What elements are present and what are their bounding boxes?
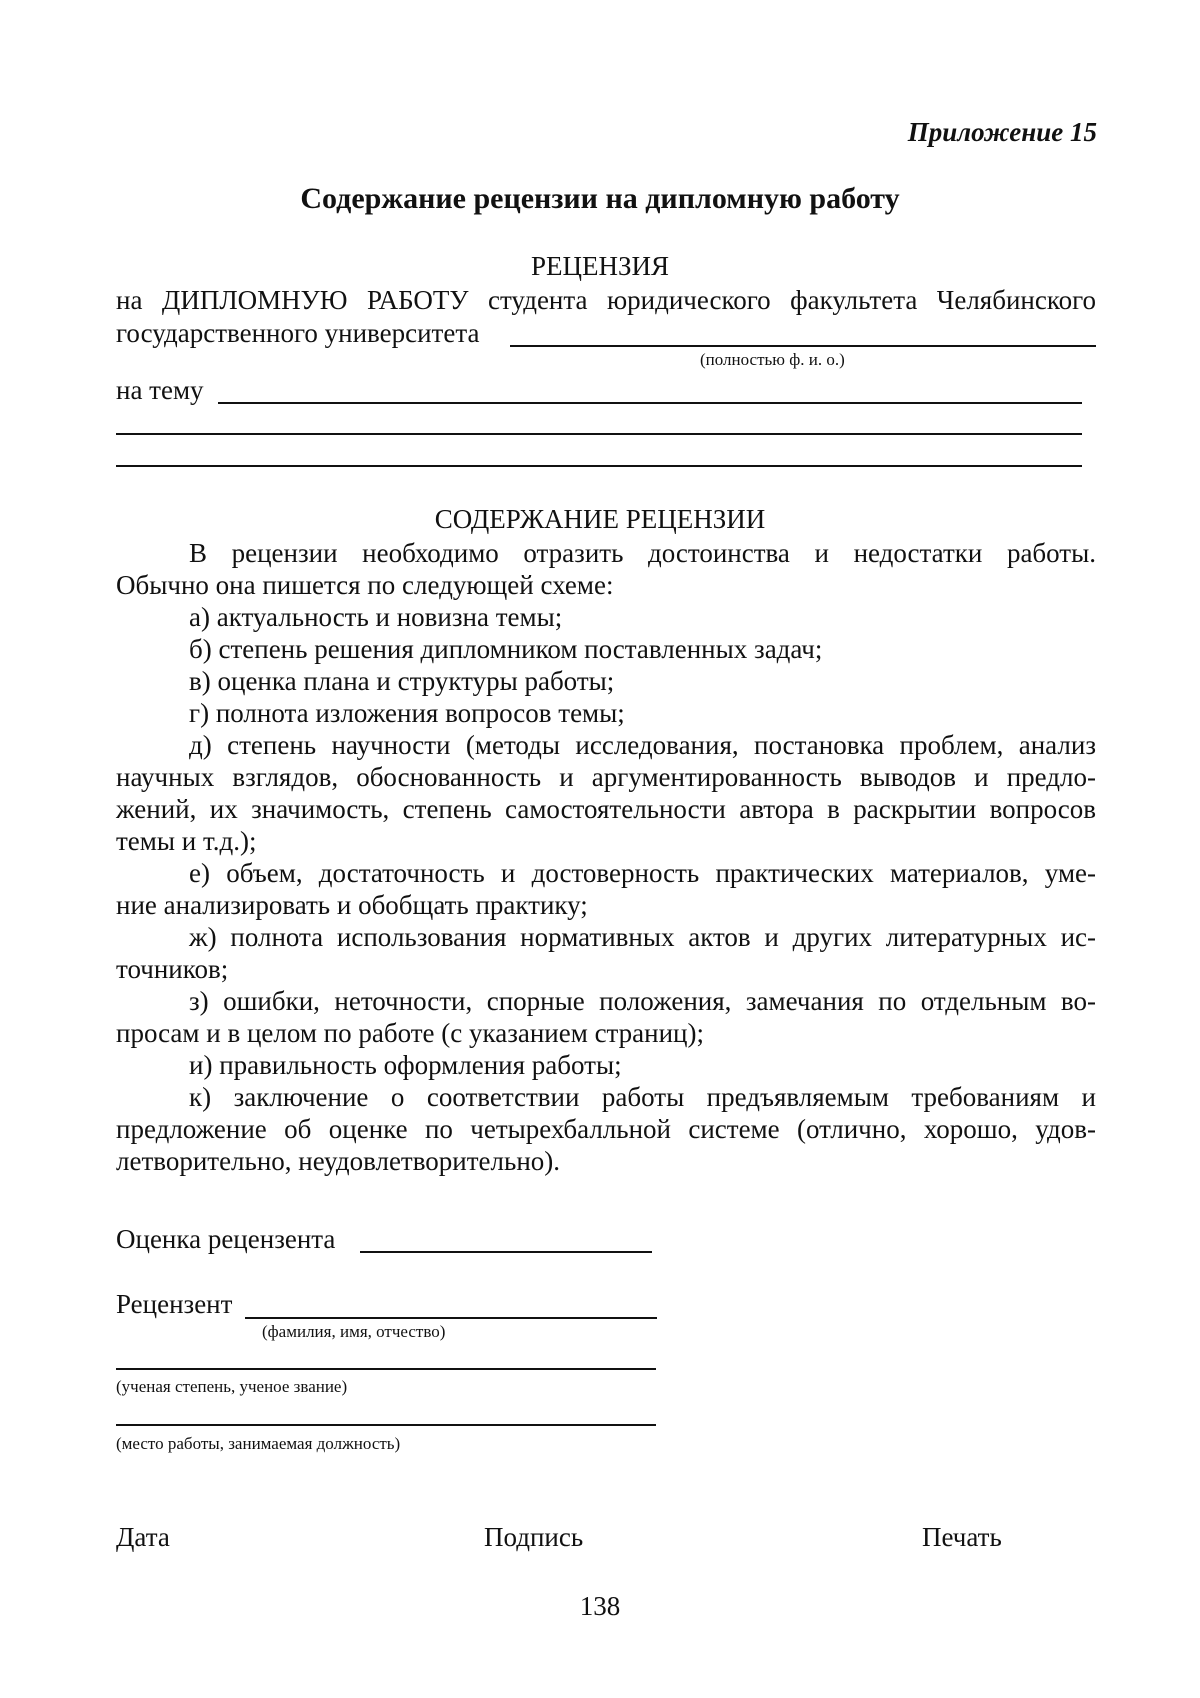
list-item: научных взглядов, обоснованность и аргументированность выводов и предло- <box>116 762 1096 792</box>
degree-hint: (ученая степень, ученое звание) <box>116 1377 348 1396</box>
list-item: летворительно, неудовлетворительно). <box>116 1146 561 1176</box>
list-item: точников; <box>116 954 229 984</box>
fio-hint: (полностью ф. и. о.) <box>700 350 845 369</box>
workplace-hint: (место работы, занимаемая должность) <box>116 1434 401 1453</box>
review-line-1: на ДИПЛОМНУЮ РАБОТУ студента юридического факультета Челябинского <box>116 285 1096 315</box>
appendix-label: Приложение 15 <box>907 117 1097 147</box>
topic-field-line-1[interactable] <box>218 402 1082 404</box>
grade-label: Оценка рецензента <box>116 1224 336 1254</box>
name-hint: (фамилия, имя, отчество) <box>262 1322 446 1341</box>
seal-label: Печать <box>922 1522 1002 1552</box>
list-item: ние анализировать и обобщать практику; <box>116 890 588 920</box>
list-item: просам и в целом по работе (с указанием страниц); <box>116 1018 705 1048</box>
review-heading: РЕЦЕНЗИЯ <box>530 251 670 281</box>
review-line-2: государственного университета <box>116 318 480 348</box>
date-label: Дата <box>116 1522 170 1552</box>
list-item: е) объем, достаточность и достоверность практических материалов, уме- <box>189 858 1096 888</box>
page-title: Содержание рецензии на дипломную работу <box>300 182 900 215</box>
list-item: и) правильность оформления работы; <box>189 1050 622 1080</box>
content-heading: СОДЕРЖАНИЕ РЕЦЕНЗИИ <box>434 504 766 534</box>
list-item: в) оценка плана и структуры работы; <box>189 666 615 696</box>
list-item: а) актуальность и новизна темы; <box>189 602 563 632</box>
workplace-field[interactable] <box>116 1424 656 1426</box>
topic-field-line-3[interactable] <box>116 465 1082 467</box>
list-item: темы и т.д.); <box>116 826 257 856</box>
intro-line-2: Обычно она пишется по следующей схеме: <box>116 570 614 600</box>
list-item: д) степень научности (методы исследования, постановка проблем, анализ <box>189 730 1096 760</box>
degree-field[interactable] <box>116 1368 656 1370</box>
list-item: жений, их значимость, степень самостоятельности автора в раскрытии вопросов <box>116 794 1096 824</box>
student-name-field[interactable] <box>510 345 1096 347</box>
intro-line-1: В рецензии необходимо отразить достоинства и недостатки работы. <box>189 538 1096 568</box>
list-item: ж) полнота использования нормативных актов и других литературных ис- <box>189 922 1096 952</box>
grade-field[interactable] <box>360 1251 652 1253</box>
content-body <box>116 537 1096 1177</box>
list-item: г) полнота изложения вопросов темы; <box>189 698 625 728</box>
list-item: б) степень решения дипломником поставленных задач; <box>189 634 823 664</box>
signature-label: Подпись <box>484 1522 584 1552</box>
list-item: з) ошибки, неточности, спорные положения, замечания по отдельным во- <box>189 986 1096 1016</box>
list-item: предложение об оценке по четырехбалльной системе (отлично, хорошо, удов- <box>116 1114 1096 1144</box>
reviewer-name-field[interactable] <box>245 1317 657 1319</box>
reviewer-label: Рецензент <box>116 1289 233 1319</box>
page-number: 138 <box>579 1591 621 1621</box>
list-item: к) заключение о соответствии работы предъявляемым требованиям и <box>189 1082 1096 1112</box>
topic-field-line-2[interactable] <box>116 433 1082 435</box>
topic-label: на тему <box>116 375 204 405</box>
